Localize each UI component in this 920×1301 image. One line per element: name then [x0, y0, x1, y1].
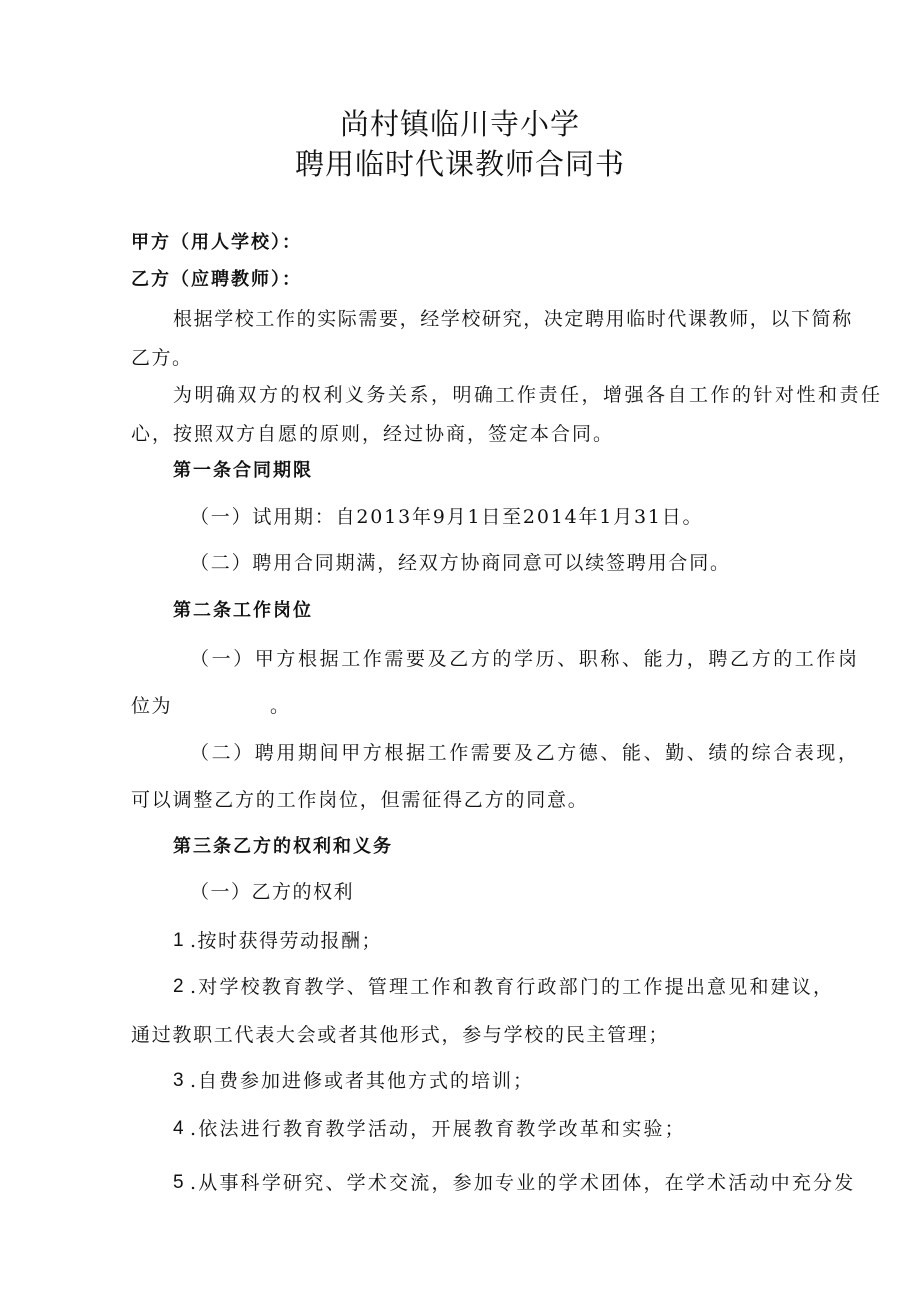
article-2-item-2-line-1: （二）聘用期间甲方根据工作需要及乙方德、能、勤、绩的综合表现， [190, 742, 860, 764]
article-2-item-1-line-2-prefix: 位为 [131, 695, 173, 717]
party-a-label: 甲方（用人学校）： [131, 232, 302, 253]
article-1-item-2: （二）聘用合同期满，经双方协商同意可以续签聘用合同。 [190, 552, 731, 574]
intro-paragraph-2-line-1: 为明确双方的权利义务关系，明确工作责任，增强各自工作的针对性和责任 [173, 384, 883, 406]
intro-paragraph-1-line-2: 乙方。 [131, 347, 193, 369]
intro-paragraph-2-line-2: 心，按照双方自愿的原则，经过协商，签定本合同。 [131, 423, 615, 445]
article-2-item-2-line-2: 可以调整乙方的工作岗位，但需征得乙方的同意。 [131, 789, 589, 811]
rights-item-3-text: .自费参加进修或者其他方式的培训； [190, 1070, 535, 1092]
rights-item-2-line-2: 通过教职工代表大会或者其他形式，参与学校的民主管理； [131, 1024, 670, 1046]
article-2-item-1-line-2-suffix: 。 [270, 695, 291, 717]
article-3-heading: 第三条乙方的权利和义务 [173, 836, 393, 857]
rights-item-2-text: .对学校教育教学、管理工作和教育行政部门的工作提出意见和建议， [190, 976, 835, 998]
rights-item-2-number: 2 [173, 976, 186, 997]
article-2-item-1-line-1: （一）甲方根据工作需要及乙方的学历、职称、能力，聘乙方的工作岗 [190, 648, 860, 670]
rights-item-3-number: 3 [173, 1070, 186, 1091]
rights-item-4-text: .依法进行教育教学活动，开展教育教学改革和实验； [190, 1118, 686, 1140]
article-1-item-1: （一）试用期：自2013年9月1日至2014年1月31日。 [190, 506, 704, 528]
party-b-label: 乙方（应聘教师）： [131, 269, 302, 290]
document-title-line2: 聘用临时代课教师合同书 [294, 147, 625, 181]
intro-paragraph-1-line-1: 根据学校工作的实际需要，经学校研究，决定聘用临时代课教师，以下简称 [173, 308, 853, 330]
rights-item-5-number: 5 [173, 1172, 186, 1193]
rights-item-4-number: 4 [173, 1118, 186, 1139]
article-1-heading: 第一条合同期限 [173, 460, 313, 481]
article-2-heading: 第二条工作岗位 [173, 600, 313, 621]
rights-item-1-number: 1 [173, 930, 186, 951]
article-3-subheading-rights: （一）乙方的权利 [190, 881, 355, 903]
rights-item-5-text: .从事科学研究、学术交流，参加专业的学术团体，在学术活动中充分发 [190, 1172, 856, 1194]
rights-item-1-text: .按时获得劳动报酬； [190, 930, 383, 952]
document-title-line1: 尚村镇临川寺小学 [339, 107, 580, 141]
